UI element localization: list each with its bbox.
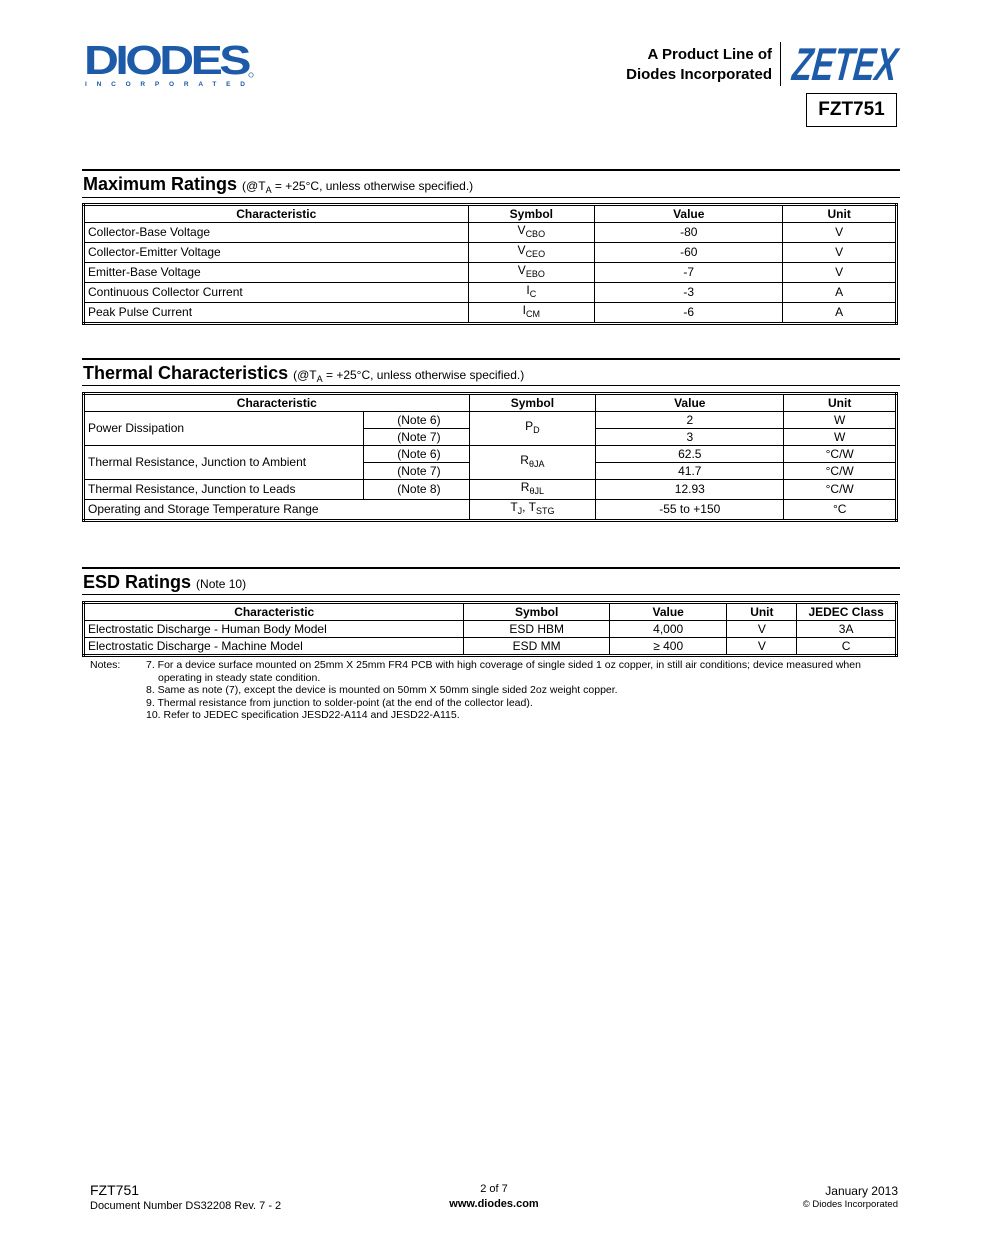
cell-value: -60 bbox=[595, 243, 783, 263]
footer-doc-number: Document Number DS32208 Rev. 7 - 2 bbox=[90, 1200, 282, 1212]
note-item: 9. Thermal resistance from junction to solder-point (at the end of the collector lead). bbox=[146, 696, 533, 709]
cell-symbol: $V_{CBO}$ bbox=[468, 223, 595, 243]
diodes-logo bbox=[84, 37, 256, 88]
col-header: Characteristic bbox=[84, 205, 469, 223]
col-header: Symbol bbox=[464, 603, 609, 621]
table-row bbox=[84, 621, 897, 638]
table-header-row bbox=[84, 394, 897, 412]
table-row bbox=[84, 303, 897, 324]
section-rule bbox=[82, 197, 900, 198]
cell-value: 3 bbox=[596, 429, 784, 446]
cell-unit: V bbox=[783, 243, 897, 263]
table-row bbox=[84, 638, 897, 656]
col-header: Symbol bbox=[468, 205, 595, 223]
col-header: Unit bbox=[784, 394, 897, 412]
footer-date: January 2013 bbox=[825, 1184, 898, 1198]
table-row bbox=[84, 283, 897, 303]
notes-list bbox=[146, 659, 900, 722]
cell-symbol: $V_{CEO}$ bbox=[468, 243, 595, 263]
footer-website-link[interactable]: www.diodes.com bbox=[449, 1198, 539, 1210]
cell-characteristic: Collector-Base Voltage bbox=[84, 223, 469, 243]
section-rule bbox=[82, 358, 900, 360]
table-row bbox=[84, 446, 897, 463]
cell-note: (Note 6) bbox=[363, 446, 469, 463]
col-header: Characteristic bbox=[84, 394, 470, 412]
cell-unit: A bbox=[783, 283, 897, 303]
col-header: Unit bbox=[783, 205, 897, 223]
note-item: 7. For a device surface mounted on 25mm X 25mm FR4 PCB with high coverage of single sided 1 oz copper, in still air conditions; device measured when operating in steady state condition. bbox=[146, 659, 861, 684]
cell-characteristic: Power Dissipation bbox=[84, 412, 364, 446]
col-header: Value bbox=[595, 205, 783, 223]
cell-unit: °C/W bbox=[784, 446, 897, 463]
zetex-logo bbox=[787, 38, 949, 90]
section-rule bbox=[82, 594, 900, 595]
max-ratings-condition: ($@T_A = +25^\circ C$, unless otherwise specified.) bbox=[242, 179, 474, 195]
product-line-2: Diodes Incorporated bbox=[626, 66, 772, 83]
table-header-row bbox=[84, 205, 897, 223]
cell-value: -80 bbox=[595, 223, 783, 243]
table-row bbox=[84, 500, 897, 521]
cell-characteristic: Thermal Resistance, Junction to Leads bbox=[84, 480, 364, 500]
cell-unit: W bbox=[784, 429, 897, 446]
cell-characteristic: Collector-Emitter Voltage bbox=[84, 243, 469, 263]
cell-symbol: $I_C$ bbox=[468, 283, 595, 303]
cell-symbol: ESD MM bbox=[464, 638, 609, 656]
cell-characteristic: Peak Pulse Current bbox=[84, 303, 469, 324]
cell-note: (Note 8) bbox=[363, 480, 469, 500]
col-header: JEDEC Class bbox=[797, 603, 897, 621]
section-rule bbox=[82, 567, 900, 569]
thermal-table bbox=[82, 392, 898, 522]
thermal-title bbox=[83, 363, 524, 384]
esd-heading: ESD Ratings bbox=[83, 572, 192, 592]
table-row bbox=[84, 263, 897, 283]
section-rule bbox=[82, 169, 900, 171]
product-line-text bbox=[626, 45, 772, 85]
note-item: 8. Same as note (7), except the device is mounted on 50mm X 50mm single sided 2oz weight copper. bbox=[146, 684, 618, 696]
notes-block bbox=[90, 659, 900, 722]
section-rule bbox=[82, 385, 900, 386]
cell-characteristic: Operating and Storage Temperature Range bbox=[84, 500, 470, 521]
cell-value: -3 bbox=[595, 283, 783, 303]
cell-jedec-class: 3A bbox=[797, 621, 897, 638]
cell-symbol: ESD HBM bbox=[464, 621, 609, 638]
footer-part-number: FZT751 bbox=[90, 1182, 140, 1198]
cell-characteristic: Continuous Collector Current bbox=[84, 283, 469, 303]
col-header: Value bbox=[609, 603, 727, 621]
cell-unit: V bbox=[783, 223, 897, 243]
table-header-row bbox=[84, 603, 897, 621]
cell-value: 62.5 bbox=[596, 446, 784, 463]
max-ratings-heading: Maximum Ratings bbox=[83, 174, 238, 194]
cell-unit: °C bbox=[784, 500, 897, 521]
cell-characteristic: Electrostatic Discharge - Machine Model bbox=[84, 638, 464, 656]
footer-right bbox=[803, 1184, 898, 1212]
footer-page-number: 2 of 7 bbox=[480, 1183, 508, 1195]
cell-unit: V bbox=[727, 621, 797, 638]
col-header: Symbol bbox=[469, 394, 596, 412]
cell-symbol: $I_{CM}$ bbox=[468, 303, 595, 324]
cell-symbol: $R_{\theta JL}$ bbox=[469, 480, 596, 500]
cell-value: ≥ 400 bbox=[609, 638, 727, 656]
esd-title bbox=[83, 572, 246, 593]
cell-unit: °C/W bbox=[784, 480, 897, 500]
col-header: Value bbox=[596, 394, 784, 412]
col-header: Unit bbox=[727, 603, 797, 621]
esd-condition: (Note 10) bbox=[196, 577, 247, 591]
thermal-condition: ($@T_A = +25^\circ C$, unless otherwise specified.) bbox=[293, 368, 525, 384]
cell-value: 41.7 bbox=[596, 463, 784, 480]
diodes-logo-subtext: INCORPORATED bbox=[85, 81, 246, 88]
header-divider bbox=[780, 42, 781, 86]
cell-characteristic: Emitter-Base Voltage bbox=[84, 263, 469, 283]
max-ratings-table bbox=[82, 203, 898, 325]
esd-table bbox=[82, 601, 898, 657]
cell-unit: W bbox=[784, 412, 897, 429]
cell-symbol: $P_D$ bbox=[469, 412, 596, 446]
thermal-heading: Thermal Characteristics bbox=[83, 363, 289, 383]
cell-symbol: $R_{\theta JA}$ bbox=[469, 446, 596, 480]
registered-mark-icon bbox=[249, 73, 253, 77]
table-row bbox=[84, 243, 897, 263]
notes-label: Notes: bbox=[90, 659, 121, 671]
diodes-logo-text: DIODES bbox=[84, 37, 250, 83]
cell-value: -55 to +150 bbox=[596, 500, 784, 521]
cell-value: 2 bbox=[596, 412, 784, 429]
zetex-logo-text: ZETEX bbox=[787, 38, 949, 90]
cell-note: (Note 7) bbox=[363, 429, 469, 446]
table-row bbox=[84, 223, 897, 243]
col-header: Characteristic bbox=[84, 603, 464, 621]
cell-note: (Note 7) bbox=[363, 463, 469, 480]
cell-symbol: $V_{EBO}$ bbox=[468, 263, 595, 283]
cell-jedec-class: C bbox=[797, 638, 897, 656]
footer-copyright: © Diodes Incorporated bbox=[802, 1199, 898, 1210]
cell-value: 12.93 bbox=[596, 480, 784, 500]
table-row bbox=[84, 480, 897, 500]
cell-value: 4,000 bbox=[609, 621, 727, 638]
cell-unit: V bbox=[727, 638, 797, 656]
part-number-box: FZT751 bbox=[806, 93, 897, 127]
cell-unit: °C/W bbox=[784, 463, 897, 480]
cell-characteristic: Thermal Resistance, Junction to Ambient bbox=[84, 446, 364, 480]
cell-value: -7 bbox=[595, 263, 783, 283]
max-ratings-title bbox=[83, 174, 473, 195]
cell-value: -6 bbox=[595, 303, 783, 324]
cell-unit: V bbox=[783, 263, 897, 283]
cell-characteristic: Electrostatic Discharge - Human Body Model bbox=[84, 621, 464, 638]
table-row bbox=[84, 412, 897, 429]
product-line-1: A Product Line of bbox=[647, 46, 772, 63]
note-item: 10. Refer to JEDEC specification JESD22-A114 and JESD22-A115. bbox=[146, 709, 460, 721]
cell-note: (Note 6) bbox=[363, 412, 469, 429]
cell-symbol: $T_J$, $T_{STG}$ bbox=[469, 500, 596, 521]
cell-unit: A bbox=[783, 303, 897, 324]
